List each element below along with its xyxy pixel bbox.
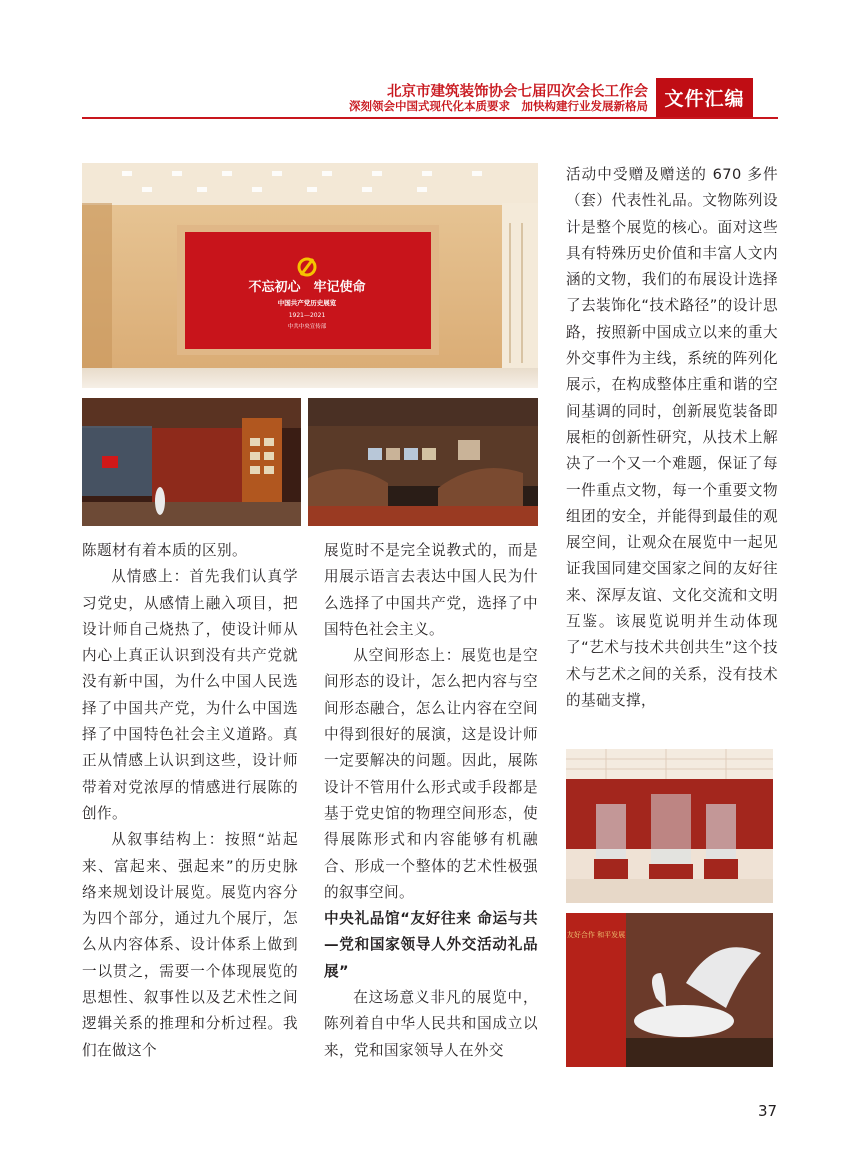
banner-exhibition-name: 中国共产党历史展览 xyxy=(277,299,337,307)
panel-caption: 友好合作 和平发展 xyxy=(566,931,626,939)
swan-gift-illustration xyxy=(566,913,773,1067)
photo-swan-gift xyxy=(566,913,773,1067)
banner-years: 1921—2021 xyxy=(288,312,326,319)
paragraph-gift-exhibition-intro: 在这场意义非凡的展览中，陈列着自中华人民共和国成立以来，党和国家领导人在外交 xyxy=(324,989,538,1059)
photo-exhibition-entrance xyxy=(82,163,538,388)
photo-gallery-sculpture-right xyxy=(308,398,538,526)
header-subtitle: 深刻领会中国式现代化本质要求 加快构建行业发展新格局 xyxy=(349,99,648,113)
column-1 xyxy=(82,538,298,1064)
section-badge: 文件汇编 xyxy=(656,78,753,117)
gallery-right-illustration xyxy=(308,398,538,526)
photo-gallery-sculpture-left xyxy=(82,398,301,526)
column-2 xyxy=(324,538,538,1064)
paragraph-emotion: 从情感上：首先我们认真学习党史，从感情上融入项目，把设计师自己烧热了，使设计师从内心上真正认识到没有共产党就没有新中国，为什么中国人民选择了中国共产党，为什么中国选择了中国特色社会主义道路。真正从情感上认识到这些，设计师带着对党浓厚的情感进行展陈的创作。 xyxy=(82,568,298,822)
page-number: 37 xyxy=(758,1102,778,1120)
paragraph-gift-exhibition-design: 活动中受赠及赠送的 670 多件（套）代表性礼品。文物陈列设计是整个展览的核心。面对这些具有特殊历史价值和丰富人文内涵的文物，我们的布展设计选择了去装饰化“技术路径”的设计思路，按照新中国成立以来的重大外交事件为主线，系统的阵列化展示，在构成整体庄重和谐的空间基调的同时，创新展览装备即展柜的创新性研究，从技术上解决了一个又一个难题，保证了每一件重点文物，每一个重要文物组团的安全，并能得到最佳的观展空间，让观众在展览中一起见证我国同建交国家之间的友好往来、深厚友谊、文化交流和文明互鉴。该展览说明并生动体现了“艺术与技术共创共生”这个技术与艺术之间的关系，没有技术的基础支撑， xyxy=(566,166,778,709)
header-title: 北京市建筑装饰协会七届四次会长工作会 xyxy=(387,84,648,100)
gallery-left-illustration xyxy=(82,398,301,526)
banner-organizer: 中共中央宣传部 xyxy=(287,324,327,330)
paragraph-spatial-form: 从空间形态上：展览也是空间形态的设计，怎么把内容与空间形态融合，怎么让内容在空间中得到很好的展演，这是设计师一定要解决的问题。因此，展陈设计不管用什么形式或手段都是基于党史馆的物理空间形态，使得展陈形式和内容能够有机融合、形成一个整体的艺术性极强的叙事空间。 xyxy=(324,647,538,901)
gift-hall-illustration xyxy=(566,749,773,903)
header-divider xyxy=(82,117,778,119)
paragraph-exhibition-language: 展览时不是完全说教式的，而是用展示语言去表达中国人民为什么选择了中国共产党，选择了中国特色社会主义。 xyxy=(324,542,538,638)
paragraph-topic-continuation: 陈题材有着本质的区别。 xyxy=(82,542,247,559)
paragraph-narrative-structure: 从叙事结构上：按照“站起来、富起来、强起来”的历史脉络来规划设计展览。展览内容分为四个部分，通过九个展厅，怎么从内容体系、设计体系上做到一以贯之，需要一个体现展览的思想性、叙事性以及艺术性之间逻辑关系的推理和分析过程。我们在做这个 xyxy=(82,831,298,1059)
column-3 xyxy=(566,162,778,714)
photo-gift-hall xyxy=(566,749,773,903)
entrance-illustration xyxy=(82,163,538,388)
section-heading-gift-hall: 中央礼品馆“友好往来 命运与共—党和国家领导人外交活动礼品展” xyxy=(324,910,538,980)
banner-slogan: 不忘初心 牢记使命 xyxy=(248,280,366,295)
